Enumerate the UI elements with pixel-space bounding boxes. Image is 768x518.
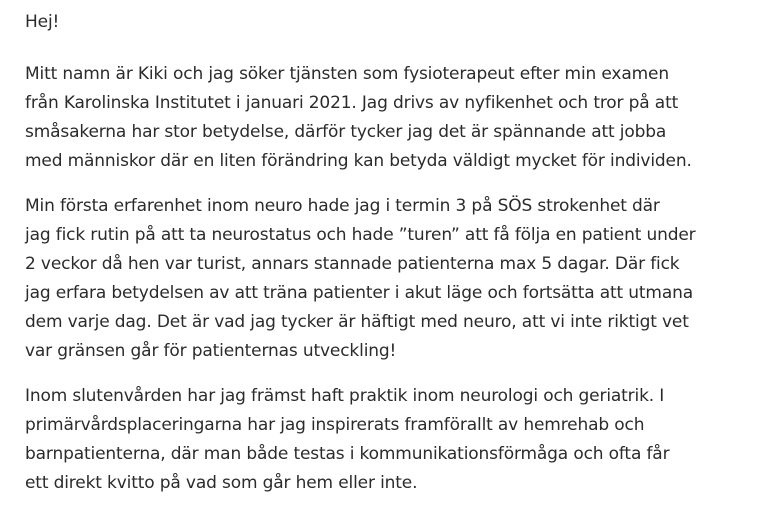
paragraph-line: Mitt namn är Kiki och jag söker tjänsten som fysioterapeut efter min examen (25, 64, 669, 84)
cover-letter (25, 8, 753, 498)
paragraph-line: Inom slutenvården har jag främst haft praktik inom neurologi och geriatrik. I (25, 386, 665, 406)
paragraph-line: dem varje dag. Det är vad jag tycker är häftigt med neuro, att vi inte riktigt vet (25, 312, 689, 332)
paragraph-line: primärvårdsplaceringarna har jag inspirerats framförallt av hemrehab och (25, 415, 645, 435)
paragraph-introduction (25, 60, 753, 176)
paragraph-line: Min första erfarenhet inom neuro hade jag i termin 3 på SÖS strokenhet där (25, 196, 660, 216)
paragraph-line: jag erfara betydelsen av att träna patienter i akut läge och fortsätta att utmana (25, 283, 693, 303)
greeting: Hej! (25, 12, 60, 32)
paragraph-line: var gränsen går för patienternas utveckling! (25, 341, 397, 361)
paragraph-line: småsakerna har stor betydelse, därför tycker jag det är spännande att jobba (25, 122, 667, 142)
paragraph-line: från Karolinska Institutet i januari 2021. Jag drivs av nyfikenhet och tror på att (25, 93, 679, 113)
paragraph-line: jag fick rutin på att ta neurostatus och hade ”turen” att få följa en patient under (25, 225, 696, 245)
paragraph-line: ett direkt kvitto på vad som går hem eller inte. (25, 473, 418, 493)
paragraph-placements (25, 382, 753, 498)
paragraph-line: med människor där en liten förändring kan betyda väldigt mycket för individen. (25, 151, 692, 171)
paragraph-line: barnpatienterna, där man både testas i kommunikationsförmåga och ofta får (25, 444, 670, 464)
paragraph-neuro-experience (25, 192, 753, 366)
paragraph-line: 2 veckor då hen var turist, annars stannade patienterna max 5 dagar. Där fick (25, 254, 680, 274)
